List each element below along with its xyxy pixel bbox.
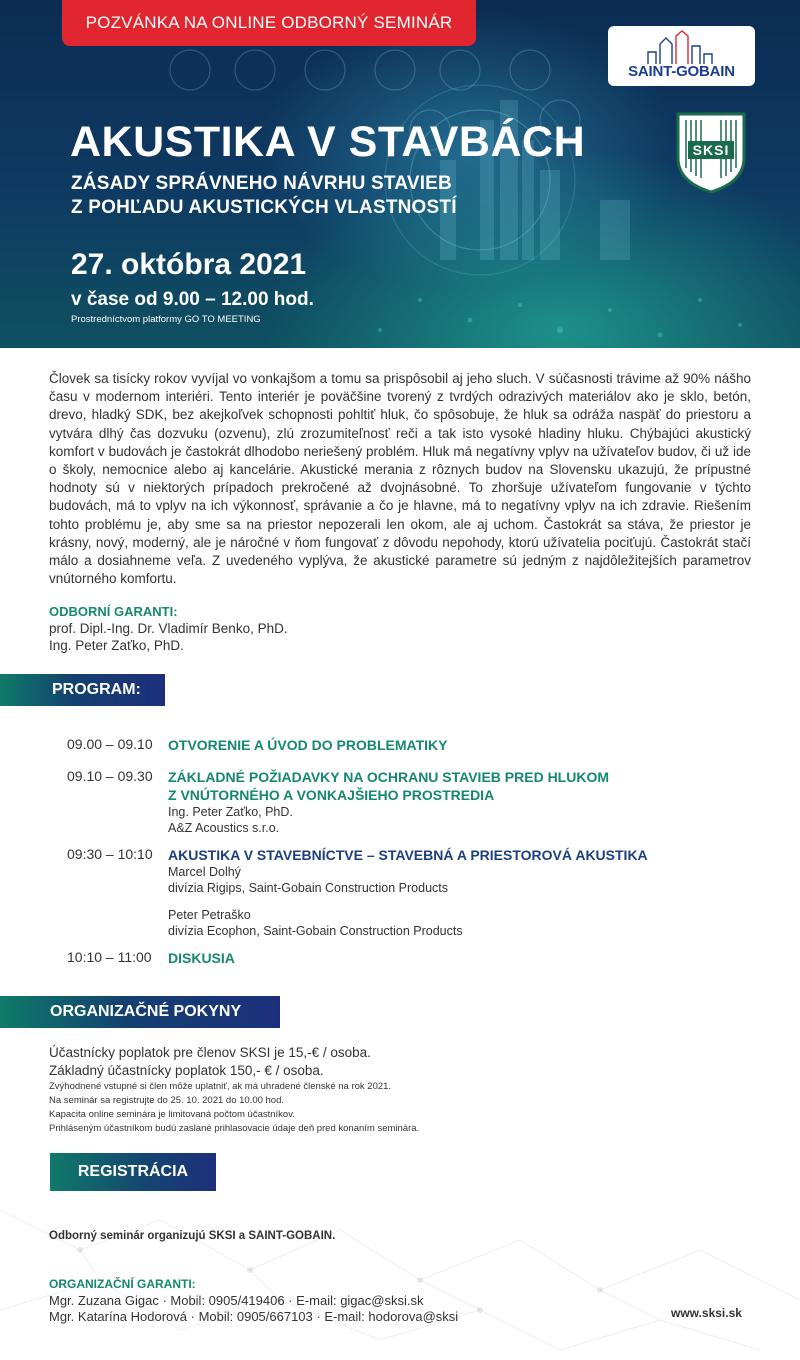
organization-note: Prihláseným účastníkom budú zaslané prihlasovacie údaje deň pred konaním seminára. — [49, 1123, 420, 1134]
program-item-company: divízia Rigips, Saint-Gobain Construction Products — [168, 881, 448, 895]
program-item-speaker: Marcel Dolhý — [168, 865, 241, 879]
program-item-company: divízia Ecophon, Saint-Gobain Construction Products — [168, 924, 463, 938]
event-platform: Prostredníctvom platformy GO TO MEETING — [71, 314, 261, 325]
page-title: AKUSTIKA V STAVBÁCH — [70, 118, 586, 166]
subtitle-line-2: Z POHĽADU AKUSTICKÝCH VLASTNOSTÍ — [71, 197, 457, 218]
saint-gobain-logo-text: SAINT-GOBAIN — [628, 63, 735, 80]
organization-notes — [49, 1080, 419, 1136]
program-item-time: 10:10 – 11:00 — [67, 949, 152, 965]
page-subtitle — [71, 172, 457, 220]
contacts — [49, 1276, 458, 1326]
contact-line: Mgr. Katarína Hodorová · Mobil: 0905/667103 · E-mail: hodorova@sksi — [49, 1309, 459, 1324]
program-item-speaker: Ing. Peter Zaťko, PhD. — [168, 805, 293, 819]
contact-line: Mgr. Zuzana Gigac · Mobil: 0905/419406 · E-mail: gigac@sksi.sk — [49, 1292, 424, 1308]
fee-basic: Základný účastnícky poplatok 150,- € / osoba. — [49, 1063, 324, 1078]
saint-gobain-logo — [608, 26, 755, 86]
contacts-label: ORGANIZAČNÍ GARANTI: — [49, 1277, 196, 1291]
subtitle-line-1: ZÁSADY SPRÁVNEHO NÁVRHU STAVIEB — [71, 173, 452, 194]
event-date: 27. októbra 2021 — [71, 248, 307, 281]
organizers-line: Odborný seminár organizujú SKSI a SAINT-GOBAIN. — [49, 1230, 336, 1242]
program-item-company: A&Z Acoustics s.r.o. — [168, 821, 280, 835]
expert-guarantors — [49, 603, 288, 654]
program-item-title: DISKUSIA — [168, 950, 235, 966]
organization-note: Na seminár sa registrujte do 25. 10. 2021 do 10.00 hod. — [49, 1095, 285, 1106]
hero-banner — [0, 0, 800, 348]
organization-heading: ORGANIZAČNÉ POKYNY — [0, 996, 280, 1028]
program-item-time: 09:30 – 10:10 — [67, 846, 153, 862]
event-time: v čase od 9.00 – 12.00 hod. — [71, 289, 314, 310]
program-item-time: 09.00 – 09.10 — [67, 736, 153, 752]
intro-paragraph: Človek sa tisícky rokov vyvíjal vo vonkajšom a tomu sa prispôsobil aj jeho sluch. V súčasnosti trávime až 90% nášho času v modernom interiéri. Tento interiér je poväčšine tvorený z tvrdých odrazivých materiálov ako je sklo, betón, drevo, hladký SDK, bez akejkoľvek schopnosti pohltiť hluk, čo spôsobuje, že hluk sa odráža naspäť do priestoru a vytvára dlhý čas dozvuku (ozvenu), zlú zrozumiteľnosť reči a tak isto vysoké hladiny hluku. Chýbajúci akustický komfort v budovách je častokrát dlhodobo neriešený problém. Hluk má negatívny vplyv na užívateľov budov, či už ide o školy, nemocnice alebo aj kancelárie. Akustické merania z rôznych budov na Slovensku ukazujú, že prípustné hodnoty sú v niektorých prípadoch prekročené až dvojnásobné. To zhoršuje užívateľom fungovanie v týchto budovách, má to vplyv na ich výkonnosť, správanie a čo je hlavne, má to negatívny vplyv na ich zdravie. Riešením tohto problému je, aby sme sa na priestor nepozerali len okom, ale aj uchom. Častokrát sa stáva, že priestor je krásny, nový, moderný, ale je náročné v ňom fungovať z dôvodu nepohody, ktorú užívatelia pociťujú. Častokrát stačí málo a dosiahneme veľa. Z uvedeného vyplýva, že akustické parametre sú jedným z najdôležitejších parametrov vnútorného komfortu. — [49, 371, 751, 587]
website-link[interactable]: www.sksi.sk — [671, 1306, 742, 1320]
saint-gobain-logo-icon — [608, 28, 755, 68]
sksi-logo-text: SKSI — [692, 142, 730, 158]
guarantor-name: prof. Dipl.-Ing. Dr. Vladimír Benko, PhD. — [49, 621, 288, 636]
program-item-title: AKUSTIKA V STAVEBNÍCTVE – STAVEBNÁ A PRIESTOROVÁ AKUSTIKA — [168, 847, 648, 863]
footer-network-graphic — [0, 1190, 800, 1360]
program-item-title: ZÁKLADNÉ POŽIADAVKY NA OCHRANU STAVIEB PRED HLUKOM — [168, 769, 610, 785]
program-item-speaker: Peter Petraško — [168, 908, 251, 922]
organization-note: Zvýhodnené vstupné si člen môže uplatniť, ak má uhradené členské na rok 2021. — [49, 1081, 392, 1092]
fee-members: Účastnícky poplatok pre členov SKSI je 15,-€ / osoba. — [49, 1045, 371, 1060]
guarantors-label: ODBORNÍ GARANTI: — [49, 604, 178, 619]
organization-note: Kapacita online seminára je limitovaná počtom účastníkov. — [49, 1109, 295, 1120]
program-heading: PROGRAM: — [0, 674, 165, 706]
registration-button[interactable]: REGISTRÁCIA — [50, 1153, 216, 1191]
guarantor-name: Ing. Peter Zaťko, PhD. — [49, 638, 184, 653]
fees — [49, 1044, 371, 1080]
program-item-title: Z VNÚTORNÉHO A VONKAJŠIEHO PROSTREDIA — [168, 787, 495, 803]
invitation-banner: POZVÁNKA NA ONLINE ODBORNÝ SEMINÁR — [62, 0, 476, 46]
program-item-time: 09.10 – 09.30 — [67, 768, 153, 784]
program-item-title: OTVORENIE A ÚVOD DO PROBLEMATIKY — [168, 737, 448, 753]
